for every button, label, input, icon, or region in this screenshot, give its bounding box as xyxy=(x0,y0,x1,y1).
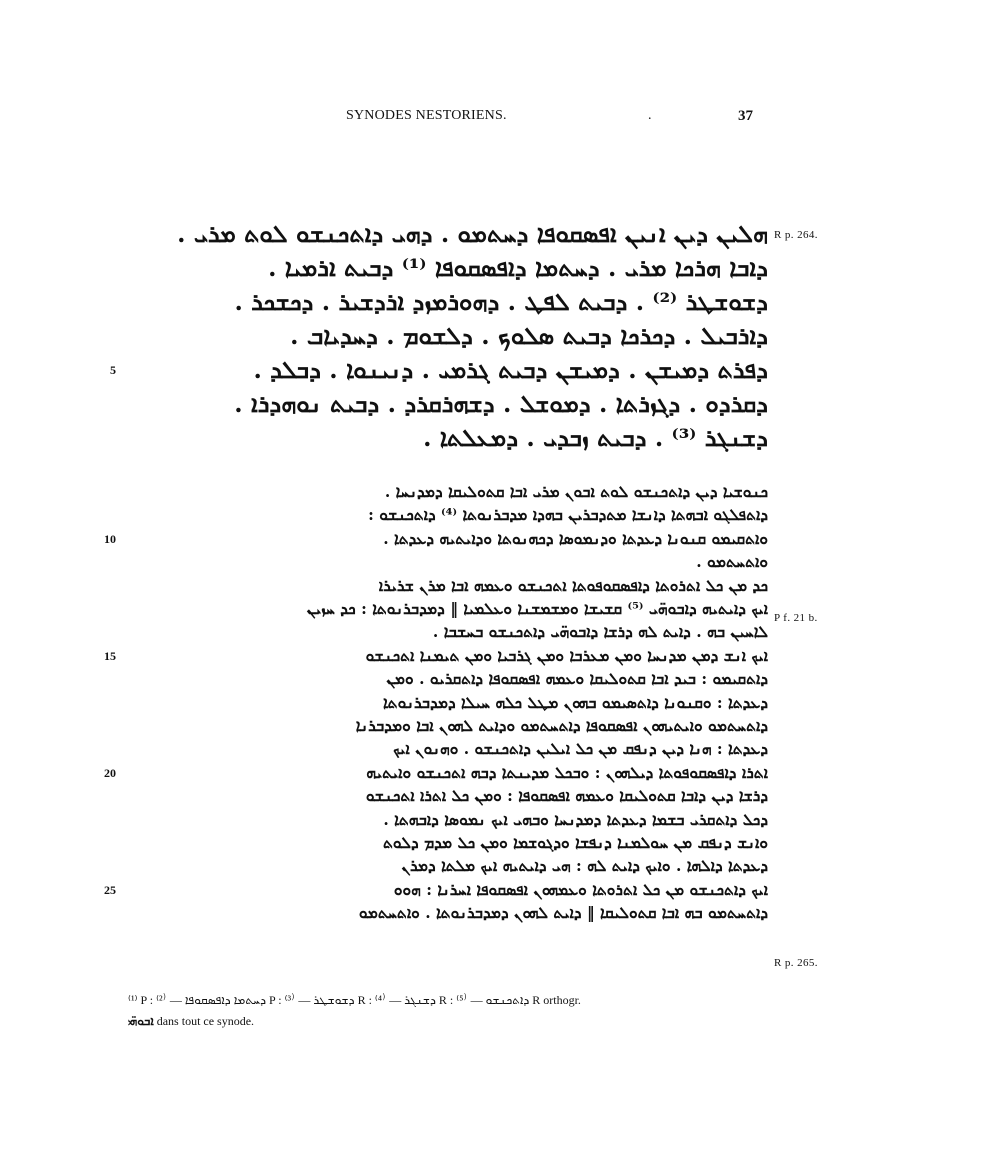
syriac-line: ܕܪܫܐ ܕܝܢ ܕܐܒܐ ܩܬܘܠܝܩܐ ܘܥܡܗ ܐܦܣܩܘܦܐ : ܘܡܢ ܟܠ ܐܬܪܐ ܐܬܟܢܫܘ xyxy=(365,786,768,806)
syriac-line: ܕܐܬܚܬܡܘ ܒܗ ܐܒܐ ܩܬܘܠܝܩܐ ‖ ܕܐܝܬ ܠܗܘܢ ܕܡܕܒܪܢܘܬܐ . ܘܐܬܚܬܡܘ xyxy=(358,903,768,923)
syriac-line: ܘܐܬܩܝܡܘ ܩܢܘܢܐ ܕܥܕܬܐ ܘܕܢܡܘܣܐ ܕܟܗܢܘܬܐ ܘܕܐܝܬܝܗ ܕܥܕܬܐ . xyxy=(383,528,768,548)
line-number: 5 xyxy=(110,363,116,377)
syriac-line: ܟܢܘܫܝܐ ܕܝܢ ܕܐܬܟܢܫܘ ܠܘܬ ܐܒܘܢ ܡܪܝ ܐܒܐ ܩܬܘܠܝܩܐ ܕܡܕܢܚܐ . xyxy=(384,482,768,501)
footnote-line-2-text: dans tout ce synode. xyxy=(153,1014,255,1028)
running-dot: . xyxy=(648,108,652,123)
syriac-line: ܕܩܪܕܘ . ܕܓܙܪܬܐ . ܕܡܘܫܠ . ܕܫܗܪܩܪܕ . ܕܒܝܬ ܢܘܗܕܪܐ . xyxy=(234,389,768,418)
syriac-line: ܠܐܚܝܢ ܒܗ . ܕܐܝܬ ܠܗ ܕܪܫܐ ܕܐܒܘܗ̈ܝ ܕܐܬܟܢܫܘ ܒܚܫܒܐ . xyxy=(432,622,768,642)
page-number: 37 xyxy=(738,108,753,124)
syriac-line: ܕܐܬܦܠܓܘ ܐܒܗܬܐ ܕܐܢܫܐ ܡܬܕܒܪܝܢ ܒܗܕܐ ܡܕܒܪܢܘܬܐ ⁽⁴⁾ ܕܐܬܟܢܫܘ : xyxy=(368,505,768,525)
syriac-line: ܐܝܟ ܕܐܬܟܢܫܘ ܡܢ ܟܠ ܐܬܪܘܬܐ ܘܥܡܗܘܢ ܐܦܣܩܘܦܐ ܐܚܪܢܐ : ܗܘܘ xyxy=(393,879,768,899)
footnote-syriac-word: ܐܒܘܗ̈ܝ xyxy=(128,1014,154,1028)
syriac-line: ܐܝܟ ܐܢܫ ܕܡܢ ܡܕܢܚܐ ܘܡܢ ܡܥܪܒܐ ܘܡܢ ܓܪܒܝܐ ܘܡܢ ܬܝܡܢܐ ܐܬܟܢܫܘ xyxy=(365,645,768,665)
syriac-line: ܕܐܬܚܬܡܘ ܘܐܝܬܝܗܘܢ ܐܦܣܩܘܦܐ ܕܐܬܚܬܡܘ ܘܕܐܝܬ ܠܗܘܢ ܐܒܐ ܘܡܕܒܪܢܐ xyxy=(355,716,768,735)
syriac-line: ܕܦܪܬ ܕܡܝܫܢ . ܕܡܝܫܢ ܕܒܝܬ ܓܪܡܝ . ܕܢܝܢܘܐ . ܕܒܠܕ . xyxy=(253,355,768,384)
footnote-line-2 xyxy=(128,1011,768,1032)
syriac-line: ܕܐܪܒܝܠ . ܕܟܪܟܐ ܕܒܝܬ ܣܠܘܟ . ܕܠܫܘܡ . ܕܚܕܝܐܒ . xyxy=(290,321,768,350)
running-title: SYNODES NESTORIENS. xyxy=(346,108,507,123)
line-number: 10 xyxy=(104,531,116,546)
syriac-line: ܕܫܘܫܛܪ ⁽²⁾ . ܕܒܝܬ ܠܦܛ . ܕܗܘܪܡܙܕ ܐܪܕܫܝܪ . ܕܟܫܟܪ . xyxy=(234,287,768,316)
syriac-line: ܘܐܢܫ ܕܢܦܩ ܡܢ ܚܘܠܡܢܐ ܕܢܦܫܐ ܘܕܓܘܫܡܐ ܘܡܢ ܟܠ ܡܕܡ ܕܠܘܬ xyxy=(382,833,768,852)
marginal-ref-r-264: R p. 264. xyxy=(774,229,818,241)
syriac-line: ܗܠܝܢ ܕܝܢ ܐܢܝܢ ܐܦܣܩܘܦܐ ܕܚܬܡܘ . ܕܗܝ ܕܐܬܟܢܫܘ ܠܘܬ ܡܪܝ . xyxy=(177,219,768,248)
syriac-line: ܕܫܢܓܪ ⁽³⁾ . ܕܒܝܬ ܙܒܕܝ . ܕܡܥܠܬܐ . xyxy=(423,423,768,452)
line-number: 25 xyxy=(104,882,116,897)
syriac-line: ܕܟܠ ܕܐܬܩܪܝ ܒܫܡܐ ܕܥܕܬܐ ܕܡܕܢܚܐ ܘܒܗܝ ܐܝܟ ܢܡܘܣܐ ܕܐܒܗܬܐ . xyxy=(383,809,768,829)
line-number: 15 xyxy=(104,648,116,663)
marginal-ref-r-265: R p. 265. xyxy=(774,957,818,969)
syriac-line: ܘܐܬܚܬܡܘ . xyxy=(696,552,768,572)
syriac-line: ܕܐܒܐ ܗܪܟܐ ܡܪܝ . ܕܚܬܡܐ ܕܐܦܣܩܘܦܐ ⁽¹⁾ ܕܒܝܬ ܐܪܡܝܐ . xyxy=(268,253,768,282)
syriac-line: ܕܥܕܬܐ ܕܐܠܗܐ . ܘܐܝܟ ܕܐܝܬ ܠܗ : ܗܝ ܕܐܝܬܝܗ ܐܝܟ ܡܠܬܐ ܕܡܪܢ xyxy=(401,856,768,876)
syriac-line: ܐܝܟ ܕܐܝܬܝܗ ܕܐܒܘܗ̈ܝ ⁽⁵⁾ ܩܫܝܫܐ ܘܡܫܡܫܢܐ ܘܥܠܡܝܐ ‖ ܕܡܕܒܪܢܘܬܐ : ܟܕ ܚܙܝܢ xyxy=(306,599,768,618)
footnotes xyxy=(128,990,768,1032)
footnote-line-1: ⁽¹⁾ P : ܕܚܬܡܐ ܕܐܦܣܩܘܦܐ — ⁽²⁾ P : ܕܫܘܫܛܪ — ⁽³⁾ R : ܕܫܢܓܪ — ⁽⁴⁾ R : ܕܐܬܟܢܫܘ — ⁽⁵⁾ R orthogr. xyxy=(128,993,581,1007)
line-number: 20 xyxy=(104,765,116,780)
running-head xyxy=(0,108,982,128)
syriac-line: ܕܥܕܬܐ : ܘܩܢܘܢܐ ܕܐܬܣܝܡܘ ܒܗܘܢ ܡܛܠ ܟܠܗ ܚܝܠܐ ܕܡܕܒܪܢܘܬܐ xyxy=(383,692,768,712)
syriac-line: ܐܬܪܐ ܕܐܦܣܩܘܦܘܬܐ ܕܝܠܗܘܢ : ܘܒܟܠ ܡܕܝܢܬܐ ܕܒܗ ܐܬܟܢܫܘ ܘܐܝܬܝܗ xyxy=(366,762,768,782)
syriac-line: ܕܥܕܬܐ : ܗܢܐ ܕܝܢ ܕܢܦܩ ܡܢ ܟܠ ܐܝܠܝܢ ܕܐܬܟܢܫܘ . ܘܗܢܘܢ ܐܝܟ xyxy=(393,739,768,759)
marginal-ref-p-21b: P f. 21 b. xyxy=(774,612,818,624)
syriac-line: ܕܐܬܩܝܡܘ : ܒܝܕ ܐܒܐ ܩܬܘܠܝܩܐ ܘܥܡܗ ܐܦܣܩܘܦܐ ܕܐܬܩܪܝܘ . ܘܡܢ xyxy=(386,669,768,689)
syriac-line: ܟܕ ܡܢ ܟܠ ܐܬܪܘܬܐ ܕܐܦܣܩܘܦܘܬܐ ܐܬܟܢܫܘ ܘܥܡܗ ܐܒܐ ܡܪܢ ܫܪܝܪܐ xyxy=(378,575,768,595)
